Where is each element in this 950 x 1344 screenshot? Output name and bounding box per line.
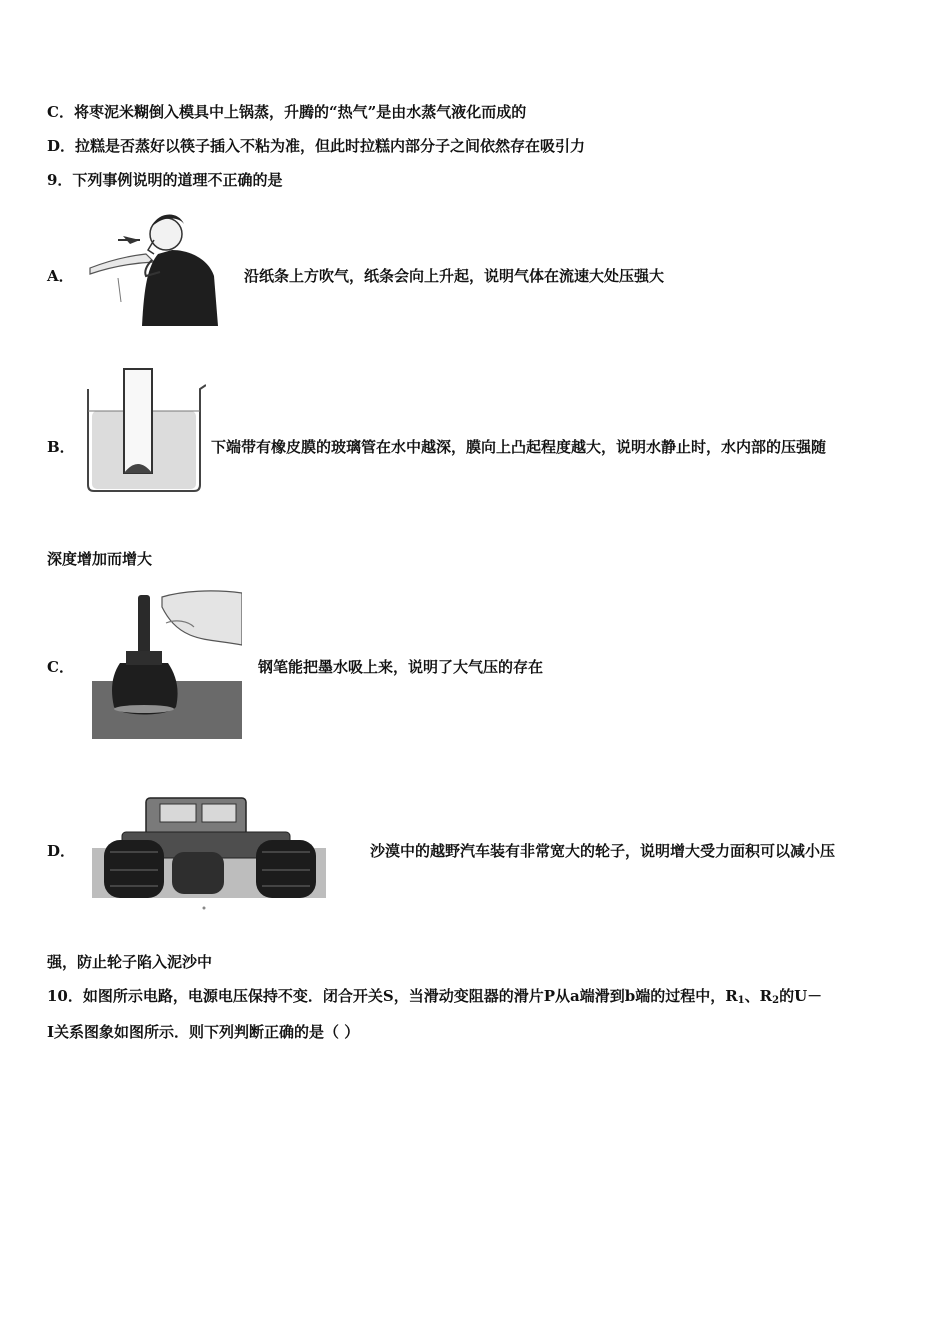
q10-text-part-3: 的U－	[779, 987, 823, 1005]
q9-option-c-label: C．	[47, 658, 74, 676]
q9-option-a-label: A．	[47, 267, 74, 285]
q10-subscript-1: 1	[737, 995, 745, 1006]
question-10-stem	[47, 986, 822, 1006]
q10-text-part-2: 、R	[744, 987, 773, 1005]
q9-option-d-continuation: 强，防止轮子陷入泥沙中	[47, 953, 213, 971]
q10-subscript-2: 2	[772, 995, 780, 1006]
option-c-previous: C．将枣泥米糊倒入模具中上锅蒸，升腾的“热气”是由水蒸气液化而成的	[47, 103, 527, 121]
question-9-stem: 9．下列事例说明的道理不正确的是	[47, 171, 283, 189]
figure-blowing-paper-icon	[88, 206, 220, 330]
q10-text-part-1: 10．如图所示电路，电源电压保持不变．闭合开关S，当滑动变阻器的滑片P从a端滑到b端的过程中，R	[47, 987, 738, 1005]
option-d-previous: D．拉糕是否蒸好以筷子插入不粘为准，但此时拉糕内部分子之间依然存在吸引力	[47, 137, 586, 155]
figure-beaker-tube-icon	[84, 367, 206, 495]
q9-option-a-text: 沿纸条上方吹气，纸条会向上升起，说明气体在流速大处压强大	[244, 267, 665, 285]
q9-option-c-text: 钢笔能把墨水吸上来，说明了大气压的存在	[258, 658, 544, 676]
q9-option-d-label: D．	[47, 842, 76, 860]
q9-option-d-text: 沙漠中的越野汽车装有非常宽大的轮子，说明增大受力面积可以减小压	[370, 842, 836, 860]
figure-fountain-pen-icon	[92, 583, 242, 739]
q9-option-b-text: 下端带有橡皮膜的玻璃管在水中越深，膜向上凸起程度越大，说明水静止时，水内部的压强随	[211, 438, 827, 456]
question-10-line-2: I关系图象如图所示．则下列判断正确的是（ ）	[47, 1023, 360, 1041]
q9-option-b-continuation: 深度增加而增大	[47, 550, 153, 568]
figure-offroad-car-icon	[92, 790, 326, 912]
q9-option-b-label: B．	[47, 438, 75, 456]
